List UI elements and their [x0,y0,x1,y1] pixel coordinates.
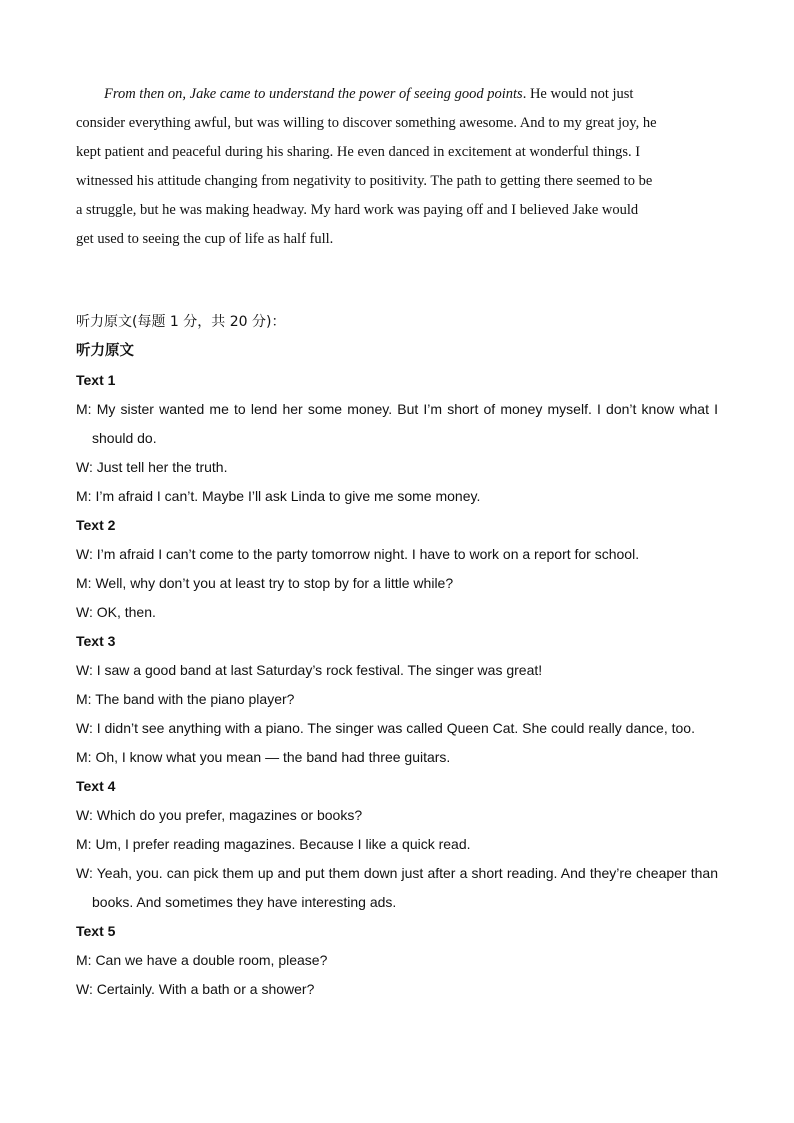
essay-italic-phrase: From then on, Jake came to understand the power of seeing good points [104,86,523,102]
dialogue-turn: M: Well, why don’t you at least try to stop by for a little while? [76,575,454,591]
dialogue-turn: W: Yeah, you. can pick them up and put them down just after a short reading. And they’re cheaper than books. And sometimes they have interesting ads. [76,865,718,910]
essay-line: kept patient and peaceful during his sharing. He even danced in excitement at wonderful things. I [76,144,641,160]
text-title: Text 2 [76,517,116,533]
section-title: 听力原文(每题 1 分，共 20 分)： [76,314,286,330]
dialogue-turn: M: My sister wanted me to lend her some money. But I’m short of money myself. I don’t know what I should do. [76,401,718,446]
dialogue-turn: M: Can we have a double room, please? [76,952,328,968]
dialogue-turn: W: Just tell her the truth. [76,459,228,475]
dialogue-turn: M: Um, I prefer reading magazines. Because I like a quick read. [76,836,471,852]
essay-line: consider everything awful, but was willing to discover something awesome. And to my great joy, he [76,115,657,131]
essay-paragraph [76,80,718,254]
dialogue-turn: W: I didn’t see anything with a piano. The singer was called Queen Cat. She could really dance, too. [76,720,695,736]
text-title: Text 4 [76,778,116,794]
dialogue-turn: M: I’m afraid I can’t. Maybe I’ll ask Linda to give me some money. [76,488,481,504]
transcript-subtitle: 听力原文 [76,343,134,359]
essay-line: witnessed his attitude changing from negativity to positivity. The path to getting there seemed to be [76,173,653,189]
dialogue-turn: W: Which do you prefer, magazines or books? [76,807,363,823]
dialogue-turn: W: OK, then. [76,604,156,620]
dialogue-turn: W: Certainly. With a bath or a shower? [76,981,315,997]
text-title: Text 3 [76,633,116,649]
dialogue-turn: M: Oh, I know what you mean — the band had three guitars. [76,749,451,765]
text-title: Text 1 [76,372,116,388]
essay-line: get used to seeing the cup of life as half full. [76,231,334,247]
dialogue-turn: M: The band with the piano player? [76,691,295,707]
dialogue-turn: W: I saw a good band at last Saturday’s rock festival. The singer was great! [76,662,543,678]
essay-line: From then on, Jake came to understand the power of seeing good points. He would not just [104,86,634,102]
text-title: Text 5 [76,923,116,939]
listening-transcript [76,308,718,1004]
dialogue-turn: W: I’m afraid I can’t come to the party tomorrow night. I have to work on a report for school. [76,546,640,562]
essay-line: a struggle, but he was making headway. My hard work was paying off and I believed Jake would [76,202,639,218]
